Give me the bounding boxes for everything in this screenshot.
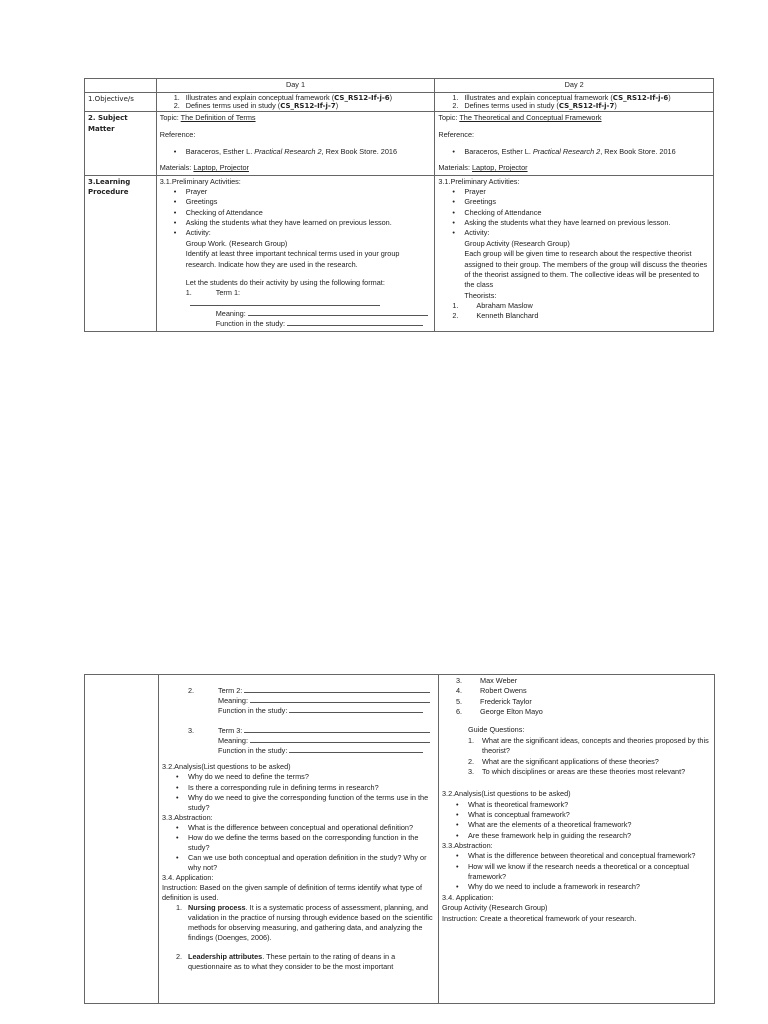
materials-list: Laptop, Projector bbox=[472, 163, 528, 173]
activity-bullet: • Prayer bbox=[160, 187, 432, 197]
guide-questions-heading: Guide Questions: bbox=[468, 725, 525, 735]
analysis-question: • What is conceptual framework? bbox=[442, 810, 711, 820]
day2-header: Day 2 bbox=[435, 79, 714, 93]
term-entry bbox=[162, 726, 435, 736]
theorist-item bbox=[442, 686, 711, 696]
reference-entry bbox=[160, 147, 432, 158]
subject-matter-row bbox=[85, 112, 714, 175]
function-label: Function in the study: bbox=[218, 746, 288, 756]
guide-question bbox=[442, 767, 711, 777]
objective-row bbox=[85, 92, 714, 112]
blank-line bbox=[244, 726, 430, 733]
materials bbox=[160, 163, 432, 174]
day1-procedure bbox=[156, 175, 435, 331]
theorist-name: George Elton Mayo bbox=[480, 707, 543, 717]
topic-title: The Definition of Terms bbox=[180, 113, 256, 123]
procedure-continued-row bbox=[85, 675, 715, 1004]
abstraction-question: • What is the difference between conceptual and operational definition? bbox=[162, 823, 435, 833]
objective-text: Illustrates and explain conceptual framework ( bbox=[464, 92, 613, 102]
label-line: Procedure bbox=[88, 187, 129, 196]
materials bbox=[438, 163, 710, 174]
reference-author: Baraceros, Esther L. bbox=[185, 146, 255, 156]
day1-objectives bbox=[156, 92, 435, 112]
analysis-question: • Are these framework help in guiding the research? bbox=[442, 831, 711, 841]
activity-bullet: • Activity: bbox=[438, 228, 710, 238]
term-number: 2. bbox=[188, 686, 195, 695]
label-line: 3.Learning bbox=[88, 177, 131, 186]
example-term: Leadership attributes bbox=[188, 951, 263, 961]
theorist-number: 3. bbox=[456, 676, 463, 685]
blank-line bbox=[250, 736, 430, 743]
theorists-label: Theorists: bbox=[464, 290, 497, 300]
activity-bullet: • Greetings bbox=[160, 197, 432, 207]
lesson-plan-table-bottom bbox=[84, 674, 715, 1004]
analysis-question: • Why do we need to define the terms? bbox=[162, 772, 435, 782]
blank-line bbox=[287, 319, 423, 326]
term-number: 1. bbox=[185, 288, 192, 298]
theorist-item bbox=[438, 301, 710, 311]
application-title: Group Activity (Research Group) bbox=[442, 903, 548, 913]
reference-title: Practical Research 2 bbox=[532, 146, 601, 156]
application-heading: 3.4. Application: bbox=[442, 892, 494, 902]
definition-example bbox=[162, 903, 435, 943]
materials-list: Laptop, Projector bbox=[193, 163, 249, 173]
topic-prefix: Topic: bbox=[159, 113, 181, 123]
competency-code: CS_RS12-If-j-7 bbox=[558, 101, 615, 110]
lesson-plan-table-top bbox=[84, 78, 714, 332]
abstraction-heading: 3.3.Abstraction: bbox=[162, 812, 213, 822]
objective-text: Defines terms used in study ( bbox=[185, 100, 281, 110]
meaning-label: Meaning: bbox=[218, 696, 249, 706]
theorist-name: Kenneth Blanchard bbox=[476, 311, 539, 321]
application-instruction: Instruction: Based on the given sample of definition of terms identify what type of definition is used. bbox=[162, 883, 422, 903]
function-label: Function in the study: bbox=[218, 706, 288, 716]
meaning-label: Meaning: bbox=[215, 308, 246, 318]
guide-text: What are the significant ideas, concepts and theories proposed by this theorist? bbox=[482, 735, 709, 756]
definition-example bbox=[162, 952, 435, 972]
theorist-number: 5. bbox=[456, 696, 463, 706]
competency-code: CS_RS12-If-j-7 bbox=[280, 101, 336, 110]
theorist-name: Abraham Maslow bbox=[476, 300, 533, 310]
theorist-item bbox=[442, 676, 711, 686]
theorist-item bbox=[438, 311, 710, 321]
activity-bullet: • Checking of Attendance bbox=[438, 208, 710, 218]
day1-subject-matter bbox=[156, 112, 435, 175]
function-entry bbox=[162, 706, 435, 716]
objective-number: 2. bbox=[173, 100, 180, 110]
materials-prefix: Materials: bbox=[159, 163, 194, 173]
topic-title: The Theoretical and Conceptual Framework bbox=[459, 113, 602, 123]
header-row bbox=[85, 79, 714, 93]
objective-text-end: ) bbox=[389, 92, 393, 102]
reference-label: Reference: bbox=[159, 129, 196, 139]
activity-text: Identify at least three important technical terms used in your group research. Indicate how they are used in the research. bbox=[185, 249, 400, 269]
blank-line bbox=[244, 686, 430, 693]
day2-procedure bbox=[435, 175, 714, 331]
empty-label-cell bbox=[85, 675, 159, 1004]
objective-number: 2. bbox=[452, 100, 459, 110]
activity-title: Group Activity (Research Group) bbox=[464, 238, 570, 248]
learning-procedure-row bbox=[85, 175, 714, 331]
day2-objectives bbox=[435, 92, 714, 112]
format-instruction: Let the students do their activity by using the following format: bbox=[185, 277, 385, 287]
guide-question bbox=[442, 736, 711, 757]
theorist-item bbox=[442, 707, 711, 717]
preliminary-heading: 3.1.Preliminary Activities: bbox=[159, 176, 241, 186]
objective-text-end: ) bbox=[335, 100, 339, 110]
guide-number: 1. bbox=[468, 735, 475, 745]
theorist-name: Frederick Taylor bbox=[480, 696, 532, 706]
header-empty-cell bbox=[85, 79, 157, 93]
theorist-number: 2. bbox=[452, 311, 459, 321]
application-instruction: Instruction: Create a theoretical framework of your research. bbox=[442, 913, 637, 923]
example-number: 2. bbox=[176, 951, 183, 961]
objective-text: Defines terms used in study ( bbox=[464, 100, 559, 110]
analysis-question: • Is there a corresponding rule in defining terms in research? bbox=[162, 783, 435, 793]
day1-procedure-continued bbox=[159, 675, 439, 1004]
blank-line bbox=[248, 309, 428, 316]
guide-text: What are the significant applications of these theories? bbox=[482, 756, 659, 766]
reference-publisher: , Rex Book Store. 2016 bbox=[321, 146, 398, 156]
objective-item bbox=[160, 102, 432, 110]
day2-subject-matter bbox=[435, 112, 714, 175]
reference-label: Reference: bbox=[438, 129, 475, 139]
guide-text: To which disciplines or areas are these theories most relevant? bbox=[482, 766, 686, 776]
theorist-item bbox=[442, 697, 711, 707]
topic-prefix: Topic: bbox=[438, 113, 460, 123]
abstraction-question: • What is the difference between theoretical and conceptual framework? bbox=[442, 851, 711, 861]
theorist-number: 4. bbox=[456, 686, 463, 696]
term-entry bbox=[160, 288, 432, 309]
meaning-entry bbox=[160, 309, 432, 319]
term-label: Term 2: bbox=[218, 686, 243, 695]
function-label: Function in the study: bbox=[215, 319, 286, 329]
analysis-heading: 3.2.Analysis(List questions to be asked) bbox=[442, 789, 571, 799]
analysis-heading: 3.2.Analysis(List questions to be asked) bbox=[162, 762, 291, 772]
objective-number: 1. bbox=[173, 92, 180, 102]
activity-bullet: • Activity: bbox=[160, 228, 432, 238]
competency-code: CS_RS12-If-j-6 bbox=[334, 93, 390, 102]
meaning-entry bbox=[162, 696, 435, 706]
reference-author: Baraceros, Esther L. bbox=[464, 146, 533, 156]
example-number: 1. bbox=[176, 903, 183, 913]
blank-line bbox=[250, 696, 430, 703]
objective-text-end: ) bbox=[668, 92, 671, 102]
analysis-question: • Why do we need to give the corresponding function of the terms use in the study? bbox=[162, 793, 435, 813]
example-definition: . These pertain to the rating of deans in a questionnaire as to what they consider to be the most important bbox=[188, 951, 396, 971]
blank-line bbox=[289, 706, 423, 713]
activity-bullet: • Prayer bbox=[438, 187, 710, 197]
term-label: Term 1: bbox=[215, 288, 241, 298]
preliminary-heading: 3.1.Preliminary Activities: bbox=[438, 176, 520, 186]
day1-header: Day 1 bbox=[156, 79, 435, 93]
function-entry bbox=[160, 319, 432, 329]
activity-bullet: • Asking the students what they have learned on previous lesson. bbox=[160, 218, 432, 228]
activity-title: Group Work. (Research Group) bbox=[185, 238, 288, 248]
materials-prefix: Materials: bbox=[438, 163, 472, 173]
abstraction-heading: 3.3.Abstraction: bbox=[442, 841, 493, 851]
day2-procedure-continued bbox=[439, 675, 715, 1004]
activity-bullet: • Checking of Attendance bbox=[160, 208, 432, 218]
abstraction-question: • Why do we need to include a framework in research? bbox=[442, 882, 711, 892]
blank-line bbox=[190, 299, 380, 306]
guide-question bbox=[442, 757, 711, 767]
competency-code: CS_RS12-If-j-6 bbox=[612, 93, 669, 102]
learning-procedure-label bbox=[85, 175, 157, 331]
theorist-number: 6. bbox=[456, 707, 463, 717]
function-entry bbox=[162, 746, 435, 756]
objective-number: 1. bbox=[452, 92, 459, 102]
activity-bullet: • Asking the students what they have learned on previous lesson. bbox=[438, 218, 710, 228]
activity-bullet: • Greetings bbox=[438, 197, 710, 207]
term-label: Term 3: bbox=[218, 726, 243, 736]
subject-matter-label: 2. Subject Matter bbox=[85, 112, 157, 175]
objective-text: Illustrates and explain conceptual framework ( bbox=[185, 92, 335, 102]
activity-text: Each group will be given time to research about the respective theorist assigned to their group. The members of the group will discuss the theories of the theorist assigned to them. The collective ideas will be presented to the class bbox=[464, 249, 708, 290]
meaning-label: Meaning: bbox=[218, 736, 249, 746]
objective-item bbox=[438, 102, 710, 110]
guide-number: 3. bbox=[468, 766, 475, 776]
analysis-question: • What are the elements of a theoretical framework? bbox=[442, 820, 711, 830]
example-term: Nursing process bbox=[188, 903, 246, 913]
abstraction-question: • How will we know if the research needs a theoretical or a conceptual framework? bbox=[442, 862, 711, 883]
theorist-number: 1. bbox=[452, 300, 459, 310]
reference-entry bbox=[438, 147, 710, 158]
term-number: 3. bbox=[188, 726, 195, 736]
theorist-name: Max Weber bbox=[480, 676, 518, 685]
example-definition: . It is a systematic process of assessment, planning, and validation in the practice of nursing through evidence based on the scientific methods for observing measuring, and gathering data, and analyzing the findings (Doenges, 2006). bbox=[188, 903, 433, 943]
reference-title: Practical Research 2 bbox=[254, 146, 322, 156]
application-heading: 3.4. Application: bbox=[162, 873, 214, 883]
objective-text-end: ) bbox=[614, 100, 617, 110]
guide-number: 2. bbox=[468, 756, 475, 766]
blank-line bbox=[289, 746, 423, 753]
day2-topic bbox=[438, 113, 710, 124]
theorist-name: Robert Owens bbox=[480, 686, 527, 696]
day1-topic bbox=[160, 113, 432, 124]
abstraction-question: • How do we define the terms based on the corresponding function in the study? bbox=[162, 833, 435, 853]
term-entry bbox=[162, 686, 435, 696]
meaning-entry bbox=[162, 736, 435, 746]
reference-publisher: , Rex Book Store. 2016 bbox=[600, 146, 676, 156]
abstraction-question: • Can we use both conceptual and operation definition in the study? Why or why not? bbox=[162, 853, 435, 873]
objective-label: 1.Objective/s bbox=[85, 92, 157, 112]
analysis-question: • What is theoretical framework? bbox=[442, 800, 711, 810]
